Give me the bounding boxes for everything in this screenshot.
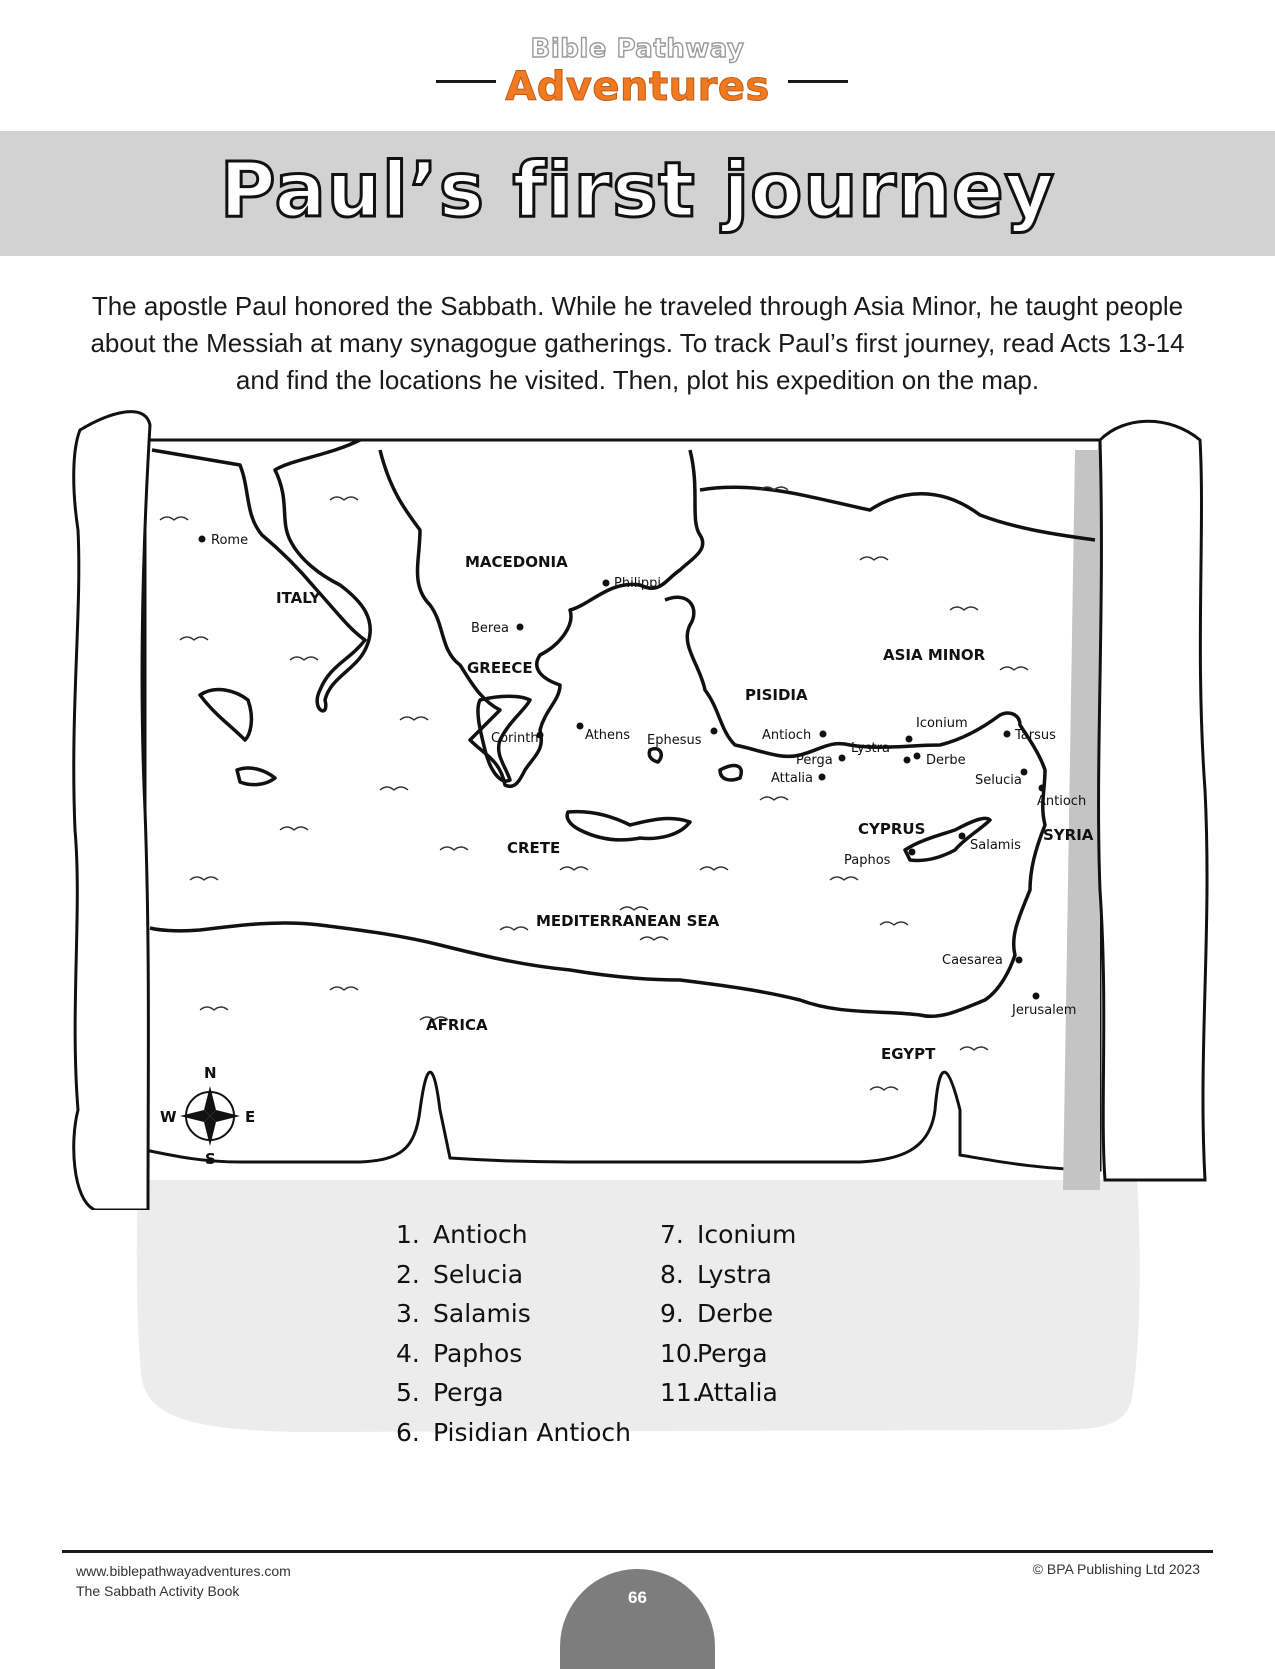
logo-top-text: Bible Pathway — [530, 34, 745, 64]
map-label-crete: CRETE — [507, 839, 561, 857]
footer-website-link[interactable]: www.biblepathwayadventures.com — [76, 1563, 291, 1579]
city-label-athens: Athens — [585, 728, 631, 743]
map-label-macedonia: MACEDONIA — [465, 553, 568, 571]
list-item: 9. Derbe — [660, 1299, 774, 1328]
map-label-syria: SYRIA — [1043, 826, 1094, 844]
compass-w: W — [160, 1108, 177, 1126]
list-item: 4. Paphos — [396, 1338, 523, 1368]
city-label-rome: Rome — [211, 533, 249, 548]
city-label-tarsus: Tarsus — [1015, 728, 1056, 743]
footer-copyright: © BPA Publishing Ltd 2023 — [1032, 1561, 1200, 1577]
compass-e: E — [245, 1108, 256, 1126]
compass-s: S — [205, 1150, 216, 1168]
map-label-asia-minor: ASIA MINOR — [883, 646, 986, 664]
city-label-jerusalem: Jerusalem — [1012, 1003, 1077, 1018]
list-item: 2. Selucia — [396, 1259, 524, 1289]
city-label-pisidian-antioch: Antioch — [762, 728, 812, 743]
map-label-cyprus: CYPRUS — [858, 820, 926, 838]
city-label-philippi: Philippi — [614, 576, 662, 591]
footer-left — [76, 1561, 291, 1601]
city-label-berea: Berea — [471, 621, 509, 636]
map-label-greece: GREECE — [467, 659, 533, 677]
list-item: 3. Salamis — [396, 1299, 531, 1328]
map-label-africa: AFRICA — [426, 1016, 488, 1034]
list-item: 5. Perga — [396, 1378, 504, 1407]
list-item: 8. Lystra — [660, 1259, 772, 1289]
footer-rule — [62, 1550, 1213, 1553]
answer-panel — [0, 1180, 1275, 1510]
scroll-parchment — [145, 440, 1100, 1170]
logo — [0, 30, 1275, 120]
city-label-lystra: Lystra — [851, 741, 890, 756]
page-title: Paul’s first journey — [219, 145, 1056, 234]
city-label-attalia: Attalia — [771, 771, 814, 786]
map-label-egypt: EGYPT — [881, 1045, 936, 1063]
scroll-roll-left — [74, 412, 150, 1210]
city-label-iconium: Iconium — [916, 716, 968, 731]
city-label-perga: Perga — [796, 753, 833, 768]
list-item: 6. Pisidian Antioch — [396, 1417, 631, 1447]
map-label-pisidia: PISIDIA — [745, 686, 808, 704]
location-list-right — [660, 1220, 796, 1418]
city-label-ephesus: Ephesus — [647, 733, 702, 748]
city-label-paphos: Paphos — [844, 853, 891, 868]
city-label-syrian-antioch: Antioch — [1037, 794, 1087, 809]
city-label-caesarea: Caesarea — [942, 953, 1003, 968]
list-item: 7. Iconium — [660, 1220, 797, 1249]
page-number: 66 — [628, 1588, 647, 1607]
location-list-left — [396, 1220, 631, 1457]
map — [0, 410, 1275, 1210]
page-number-tab — [560, 1569, 715, 1669]
city-label-salamis: Salamis — [970, 838, 1021, 853]
scroll-roll-right — [1099, 421, 1207, 1180]
compass-n: N — [204, 1064, 217, 1082]
footer-book-title: The Sabbath Activity Book — [76, 1583, 240, 1599]
city-label-corinth: Corinth — [491, 731, 539, 746]
list-item: 11. Attalia — [660, 1378, 778, 1407]
city-label-derbe: Derbe — [926, 753, 966, 768]
list-item: 1. Antioch — [396, 1220, 528, 1249]
map-label-mediterranean-sea: MEDITERRANEAN SEA — [536, 912, 720, 930]
list-item: 10. Perga — [660, 1338, 768, 1368]
logo-bottom-text: Adventures — [505, 64, 770, 110]
map-label-italy: ITALY — [276, 589, 321, 607]
city-label-selucia: Selucia — [975, 773, 1022, 788]
intro-paragraph: The apostle Paul honored the Sabbath. While he traveled through Asia Minor, he taught people about the Messiah at many synagogue gatherings. To track Paul’s first journey, read Acts 13-14 and find the locations he visited. Then, plot his expedition on the map. — [90, 291, 1185, 395]
